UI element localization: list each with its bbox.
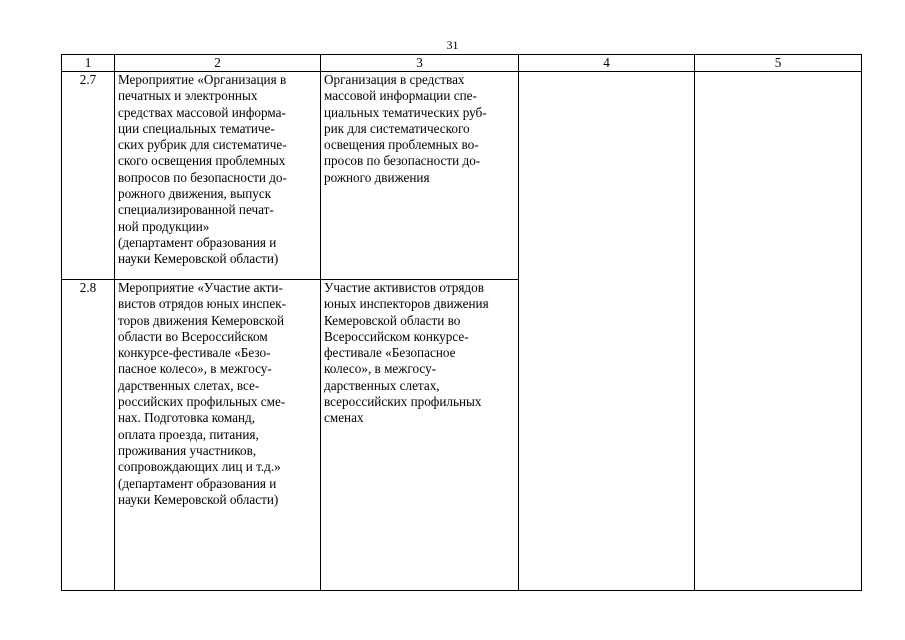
header-col-1: 1 [62, 55, 115, 72]
column-4-cell [519, 72, 695, 591]
table-header-row [62, 55, 862, 72]
header-col-2: 2 [115, 55, 321, 72]
row-number: 2.7 [62, 72, 115, 280]
expected-result: Организация в средствах массовой информации спе- циальных тематических руб- рик для систематического освещения проблемных во- просов по безопасности до- рожного движения [321, 72, 519, 280]
event-description: Мероприятие «Участие акти- вистов отрядов юных инспек- торов движения Кемеровской области во Всероссийском конкурсе-фестивале «Безо- пасное колесо», в межгосу- дарственных слетах, все- российских профильных сме- нах. Подготовка команд, оплата проезда, питания, проживания участников, сопровождающих лиц и т.д.» (департамент образования и науки Кемеровской области) [115, 280, 321, 591]
header-col-3: 3 [321, 55, 519, 72]
header-col-5: 5 [695, 55, 862, 72]
header-col-4: 4 [519, 55, 695, 72]
row-number: 2.8 [62, 280, 115, 591]
event-description: Мероприятие «Организация в печатных и электронных средствах массовой информа- ции специальных тематиче- ских рубрик для систематиче- ского освещения проблемных вопросов по безопасности до- рожного движения, выпуск специализированной печат- ной продукции» (департамент образования и науки Кемеровской области) [115, 72, 321, 280]
column-5-cell [695, 72, 862, 591]
expected-result: Участие активистов отрядов юных инспекторов движения Кемеровской области во Всероссийском конкурсе- фестивале «Безопасное колесо», в межгосу- дарственных слетах, всероссийских профильных сменах [321, 280, 519, 591]
page-number: 31 [446, 38, 459, 52]
document-table [61, 54, 862, 591]
table-row [62, 72, 862, 280]
